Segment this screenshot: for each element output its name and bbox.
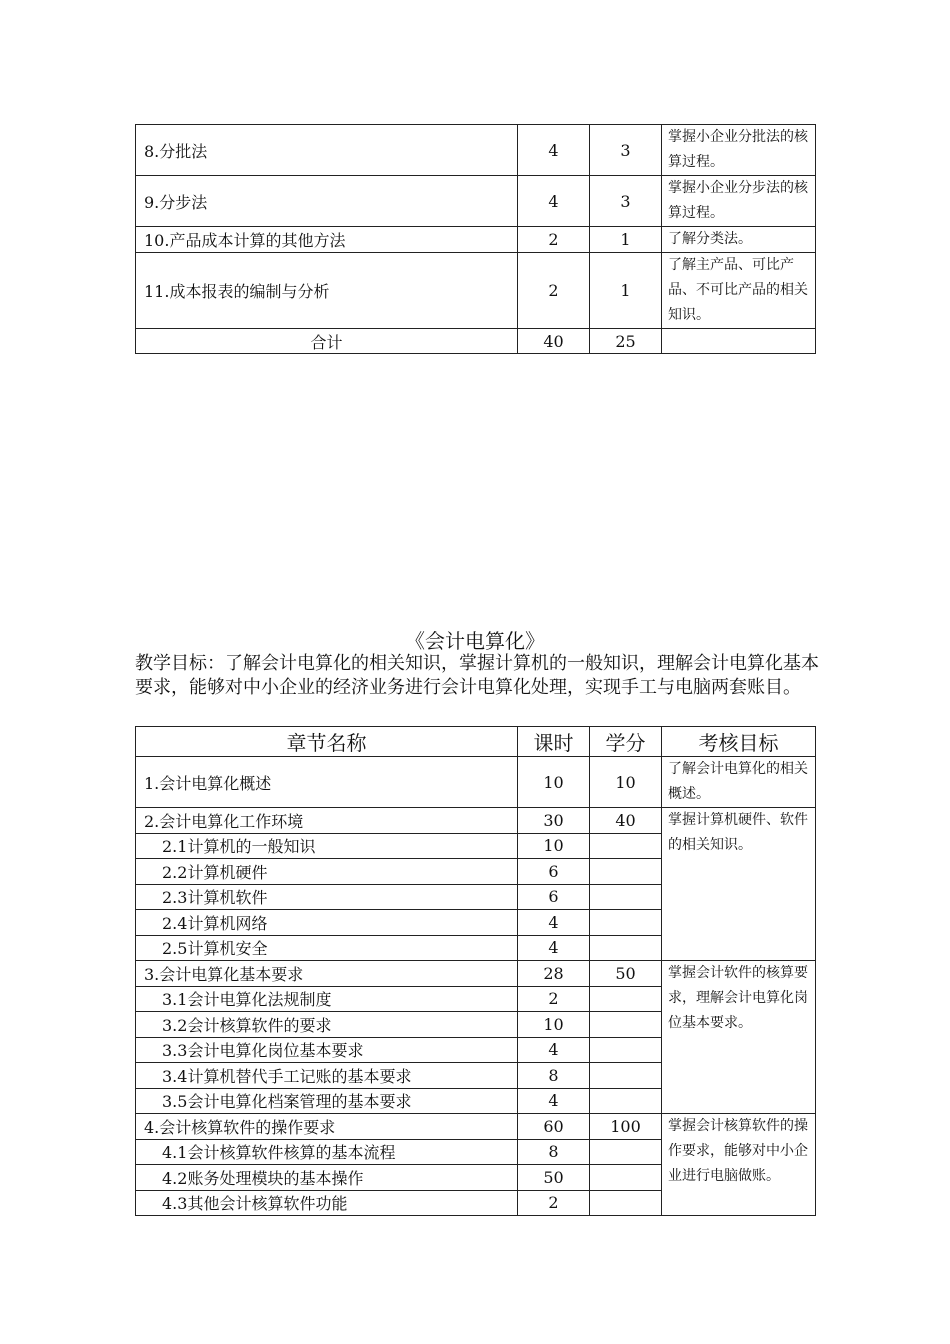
credits-cell: 3 bbox=[590, 125, 662, 176]
hours-cell: 4 bbox=[518, 176, 590, 227]
goal-cell: 了解会计电算化的相关概述。 bbox=[662, 757, 816, 808]
hours-cell: 2 bbox=[518, 253, 590, 329]
credits-cell: 1 bbox=[590, 227, 662, 253]
section-name: 4.3其他会计核算软件功能 bbox=[136, 1190, 518, 1216]
goal-cell: 掌握计算机硬件、软件的相关知识。 bbox=[662, 808, 816, 961]
hours-cell: 4 bbox=[518, 935, 590, 961]
credits-cell: 50 bbox=[590, 961, 662, 987]
chapter-name: 4.会计核算软件的操作要求 bbox=[136, 1114, 518, 1140]
section-name: 2.5计算机安全 bbox=[136, 935, 518, 961]
hours-cell: 50 bbox=[518, 1165, 590, 1191]
credits-cell: 3 bbox=[590, 176, 662, 227]
credits-cell bbox=[590, 1088, 662, 1114]
section-name: 2.4计算机网络 bbox=[136, 910, 518, 936]
goal-cell: 掌握小企业分步法的核算过程。 bbox=[662, 176, 816, 227]
table-row bbox=[136, 253, 816, 329]
total-row bbox=[136, 329, 816, 354]
section-name: 3.3会计电算化岗位基本要求 bbox=[136, 1037, 518, 1063]
hours-cell: 4 bbox=[518, 1037, 590, 1063]
chapter-name: 2.会计电算化工作环境 bbox=[136, 808, 518, 834]
hours-cell: 2 bbox=[518, 1190, 590, 1216]
section-name: 3.5会计电算化档案管理的基本要求 bbox=[136, 1088, 518, 1114]
hours-cell: 10 bbox=[518, 833, 590, 859]
section-name: 4.1会计核算软件核算的基本流程 bbox=[136, 1139, 518, 1165]
credits-cell bbox=[590, 1012, 662, 1038]
credits-cell: 40 bbox=[590, 808, 662, 834]
total-label: 合计 bbox=[136, 329, 518, 354]
goal-cell: 了解分类法。 bbox=[662, 227, 816, 253]
chapter-name: 9.分步法 bbox=[136, 176, 518, 227]
chapter-name: 11.成本报表的编制与分析 bbox=[136, 253, 518, 329]
section-name: 2.2计算机硬件 bbox=[136, 859, 518, 885]
credits-cell bbox=[590, 884, 662, 910]
header-chapter-name: 章节名称 bbox=[136, 727, 518, 757]
credits-cell bbox=[590, 1063, 662, 1089]
hours-cell: 30 bbox=[518, 808, 590, 834]
hours-cell: 8 bbox=[518, 1063, 590, 1089]
table-row bbox=[136, 176, 816, 227]
hours-cell: 4 bbox=[518, 125, 590, 176]
section-name: 2.1计算机的一般知识 bbox=[136, 833, 518, 859]
total-hours: 40 bbox=[518, 329, 590, 354]
hours-cell: 10 bbox=[518, 757, 590, 808]
header-hours: 课时 bbox=[518, 727, 590, 757]
course-table-cost-accounting bbox=[135, 124, 816, 354]
hours-cell: 8 bbox=[518, 1139, 590, 1165]
table-header-row bbox=[136, 727, 816, 757]
credits-cell bbox=[590, 935, 662, 961]
chapter-name: 10.产品成本计算的其他方法 bbox=[136, 227, 518, 253]
chapter-name: 1.会计电算化概述 bbox=[136, 757, 518, 808]
table-row bbox=[136, 961, 816, 987]
hours-cell: 2 bbox=[518, 986, 590, 1012]
hours-cell: 6 bbox=[518, 884, 590, 910]
credits-cell bbox=[590, 1190, 662, 1216]
header-credits: 学分 bbox=[590, 727, 662, 757]
section-name: 3.4计算机替代手工记账的基本要求 bbox=[136, 1063, 518, 1089]
table-row bbox=[136, 125, 816, 176]
table-row bbox=[136, 757, 816, 808]
section-name: 4.2账务处理模块的基本操作 bbox=[136, 1165, 518, 1191]
section-name: 3.2会计核算软件的要求 bbox=[136, 1012, 518, 1038]
table-row bbox=[136, 227, 816, 253]
hours-cell: 6 bbox=[518, 859, 590, 885]
credits-cell bbox=[590, 986, 662, 1012]
table-row bbox=[136, 808, 816, 834]
total-goal bbox=[662, 329, 816, 354]
hours-cell: 10 bbox=[518, 1012, 590, 1038]
goal-cell: 掌握会计软件的核算要求，理解会计电算化岗位基本要求。 bbox=[662, 961, 816, 1114]
credits-cell bbox=[590, 1139, 662, 1165]
chapter-name: 3.会计电算化基本要求 bbox=[136, 961, 518, 987]
hours-cell: 28 bbox=[518, 961, 590, 987]
credits-cell: 1 bbox=[590, 253, 662, 329]
teaching-objective: 教学目标：了解会计电算化的相关知识，掌握计算机的一般知识，理解会计电算化基本要求，能够对中小企业的经济业务进行会计电算化处理，实现手工与电脑两套账目。 bbox=[135, 653, 819, 698]
hours-cell: 4 bbox=[518, 1088, 590, 1114]
goal-cell: 了解主产品、可比产品、不可比产品的相关知识。 bbox=[662, 253, 816, 329]
credits-cell bbox=[590, 833, 662, 859]
header-goal: 考核目标 bbox=[662, 727, 816, 757]
hours-cell: 60 bbox=[518, 1114, 590, 1140]
credits-cell bbox=[590, 859, 662, 885]
chapter-name: 8.分批法 bbox=[136, 125, 518, 176]
credits-cell bbox=[590, 910, 662, 936]
section-name: 2.3计算机软件 bbox=[136, 884, 518, 910]
hours-cell: 4 bbox=[518, 910, 590, 936]
table-row bbox=[136, 1114, 816, 1140]
hours-cell: 2 bbox=[518, 227, 590, 253]
credits-cell bbox=[590, 1037, 662, 1063]
credits-cell: 100 bbox=[590, 1114, 662, 1140]
section-name: 3.1会计电算化法规制度 bbox=[136, 986, 518, 1012]
credits-cell bbox=[590, 1165, 662, 1191]
course-title: 《会计电算化》 bbox=[405, 629, 545, 653]
goal-cell: 掌握小企业分批法的核算过程。 bbox=[662, 125, 816, 176]
goal-cell: 掌握会计核算软件的操作要求，能够对中小企业进行电脑做账。 bbox=[662, 1114, 816, 1216]
course-table-computerized-accounting bbox=[135, 726, 816, 1216]
credits-cell: 10 bbox=[590, 757, 662, 808]
total-credits: 25 bbox=[590, 329, 662, 354]
